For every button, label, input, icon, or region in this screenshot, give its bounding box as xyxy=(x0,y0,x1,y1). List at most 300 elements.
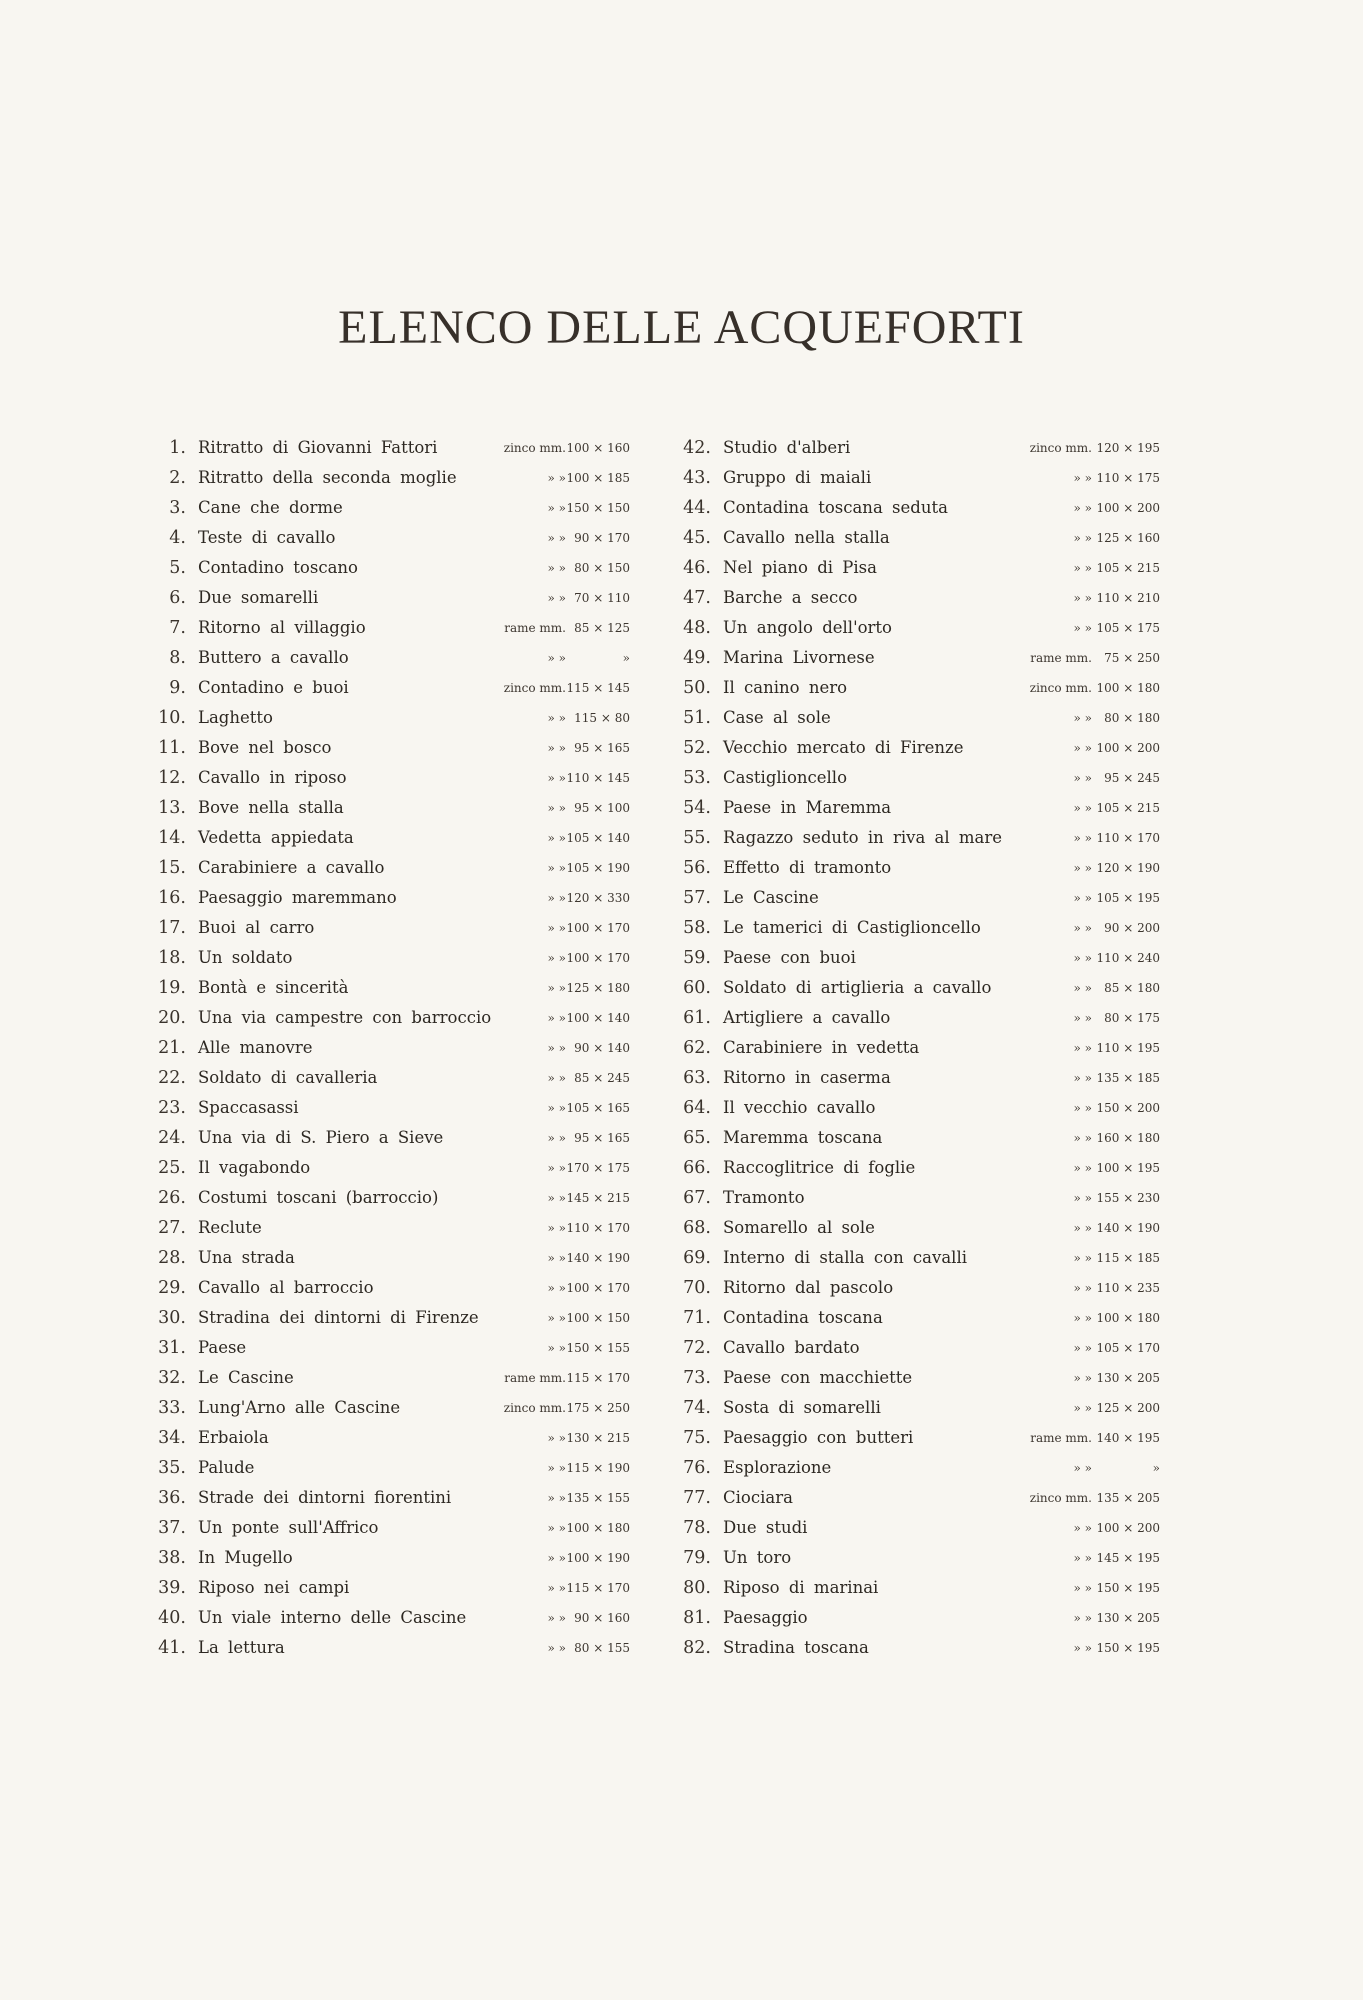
entry-title: Raccoglitrice di foglie xyxy=(723,1158,916,1177)
entry-title: Due somarelli xyxy=(198,588,319,607)
entry-number: 53. xyxy=(683,768,711,788)
entry-title: Paese in Maremma xyxy=(723,798,892,817)
entry-title: Stradina dei dintorni di Firenze xyxy=(198,1308,479,1327)
entry-title: Teste di cavallo xyxy=(198,528,336,547)
entry-number: 60. xyxy=(683,978,711,998)
entry-size: 115 × 170 xyxy=(566,1371,630,1385)
entry-number: 71. xyxy=(683,1308,711,1328)
entry-title: Sosta di somarelli xyxy=(723,1398,881,1417)
entry-size: 110 × 170 xyxy=(1096,831,1160,845)
entry-title: Una via di S. Piero a Sieve xyxy=(198,1128,444,1147)
entry-material: » » xyxy=(547,1191,566,1205)
list-item xyxy=(675,553,1160,583)
entry-number: 66. xyxy=(683,1158,711,1178)
entry-material: » » xyxy=(547,1551,566,1565)
list-item xyxy=(150,1603,630,1633)
entry-title: Cavallo in riposo xyxy=(198,768,347,787)
list-item xyxy=(150,493,630,523)
list-item xyxy=(675,883,1160,913)
entry-title: Spaccasassi xyxy=(198,1098,299,1117)
list-item xyxy=(150,1333,630,1363)
entry-material: » » xyxy=(547,861,566,875)
entry-material: » » xyxy=(1073,1521,1092,1535)
entry-material: » » xyxy=(1073,1311,1092,1325)
list-item xyxy=(675,763,1160,793)
entry-number: 24. xyxy=(158,1128,186,1148)
list-item xyxy=(150,463,630,493)
entry-material: » » xyxy=(1073,1191,1092,1205)
entry-title: Buttero a cavallo xyxy=(198,648,349,667)
entry-title: Un angolo dell'orto xyxy=(723,618,892,637)
entry-title: Esplorazione xyxy=(723,1458,832,1477)
list-item xyxy=(150,853,630,883)
entry-size: 70 × 110 xyxy=(574,591,630,605)
entry-material: rame mm. xyxy=(1030,651,1092,665)
entry-number: 51. xyxy=(683,708,711,728)
entry-number: 14. xyxy=(158,828,186,848)
entry-material: » » xyxy=(1073,1251,1092,1265)
entry-title: Lung'Arno alle Cascine xyxy=(198,1398,401,1417)
entry-material: » » xyxy=(547,471,566,485)
entry-title: Un viale interno delle Cascine xyxy=(198,1608,467,1627)
entry-material: » » xyxy=(547,501,566,515)
entry-material: » » xyxy=(547,1071,566,1085)
entry-material: » » xyxy=(1073,1161,1092,1175)
entry-material: » » xyxy=(547,1011,566,1025)
list-item xyxy=(675,583,1160,613)
entry-number: 34. xyxy=(158,1428,186,1448)
entry-size: 105 × 165 xyxy=(566,1101,630,1115)
list-item xyxy=(150,433,630,463)
entry-size: 130 × 215 xyxy=(566,1431,630,1445)
entry-number: 13. xyxy=(158,798,186,818)
list-item xyxy=(675,1213,1160,1243)
entry-number: 9. xyxy=(169,678,186,698)
entry-material: » » xyxy=(547,771,566,785)
list-item xyxy=(150,1543,630,1573)
list-item xyxy=(675,1273,1160,1303)
entry-title: Il canino nero xyxy=(723,678,848,697)
entry-size: 100 × 195 xyxy=(1096,1161,1160,1175)
entry-size: 95 × 165 xyxy=(574,741,630,755)
entry-title: Gruppo di maiali xyxy=(723,468,872,487)
entry-number: 15. xyxy=(158,858,186,878)
entry-material: » » xyxy=(1073,501,1092,515)
entry-title: Bontà e sincerità xyxy=(198,978,349,997)
list-item xyxy=(675,493,1160,523)
entry-material: » » xyxy=(1073,741,1092,755)
entry-material: zinco mm. xyxy=(1029,681,1092,695)
entry-title: Strade dei dintorni fiorentini xyxy=(198,1488,452,1507)
entry-material: » » xyxy=(547,951,566,965)
entry-size: 150 × 195 xyxy=(1096,1581,1160,1595)
entry-number: 39. xyxy=(158,1578,186,1598)
entry-title: Riposo nei campi xyxy=(198,1578,350,1597)
list-item xyxy=(150,1213,630,1243)
entry-material: » » xyxy=(1073,1101,1092,1115)
entry-material: » » xyxy=(547,1341,566,1355)
entry-size: 120 × 190 xyxy=(1096,861,1160,875)
list-item xyxy=(150,1243,630,1273)
entry-title: Artigliere a cavallo xyxy=(723,1008,891,1027)
entry-size: 80 × 180 xyxy=(1104,711,1160,725)
entry-size: 100 × 160 xyxy=(566,441,630,455)
entry-number: 52. xyxy=(683,738,711,758)
entry-size: 110 × 175 xyxy=(1096,471,1160,485)
entry-number: 79. xyxy=(683,1548,711,1568)
list-item xyxy=(675,793,1160,823)
entry-title: Castiglioncello xyxy=(723,768,848,787)
entry-number: 76. xyxy=(683,1458,711,1478)
entry-size: 150 × 195 xyxy=(1096,1641,1160,1655)
entry-size: 100 × 185 xyxy=(566,471,630,485)
list-item xyxy=(675,613,1160,643)
entry-number: 25. xyxy=(158,1158,186,1178)
entry-size: » xyxy=(622,651,630,665)
entry-number: 1. xyxy=(169,438,186,458)
entry-size: 115 × 185 xyxy=(1096,1251,1160,1265)
entry-number: 22. xyxy=(158,1068,186,1088)
entry-material: » » xyxy=(1073,1581,1092,1595)
entry-title: Ritratto di Giovanni Fattori xyxy=(198,438,438,457)
entry-number: 55. xyxy=(683,828,711,848)
list-item xyxy=(150,583,630,613)
entry-number: 72. xyxy=(683,1338,711,1358)
entry-number: 77. xyxy=(683,1488,711,1508)
entry-title: Reclute xyxy=(198,1218,262,1237)
entry-number: 10. xyxy=(158,708,186,728)
entry-number: 41. xyxy=(158,1638,186,1658)
entry-material: zinco mm. xyxy=(503,681,566,695)
list-item xyxy=(150,1273,630,1303)
entry-size: 150 × 150 xyxy=(566,501,630,515)
entry-size: 95 × 165 xyxy=(574,1131,630,1145)
entry-number: 81. xyxy=(683,1608,711,1628)
entry-material: » » xyxy=(1073,531,1092,545)
entry-title: In Mugello xyxy=(198,1548,293,1567)
entry-material: » » xyxy=(1073,1131,1092,1145)
entry-title: Il vecchio cavallo xyxy=(723,1098,876,1117)
entry-material: rame mm. xyxy=(504,621,566,635)
entry-size: 140 × 190 xyxy=(566,1251,630,1265)
entry-material: » » xyxy=(1073,1461,1092,1475)
entry-number: 64. xyxy=(683,1098,711,1118)
entry-material: » » xyxy=(547,1521,566,1535)
entry-number: 18. xyxy=(158,948,186,968)
entry-size: 90 × 160 xyxy=(574,1611,630,1625)
list-item xyxy=(150,1033,630,1063)
entry-size: 95 × 245 xyxy=(1104,771,1160,785)
entry-size: 120 × 330 xyxy=(566,891,630,905)
entry-material: » » xyxy=(547,1311,566,1325)
list-item xyxy=(675,1003,1160,1033)
entry-number: 37. xyxy=(158,1518,186,1538)
entry-material: » » xyxy=(547,1641,566,1655)
list-item xyxy=(675,703,1160,733)
entry-material: » » xyxy=(547,981,566,995)
entry-material: » » xyxy=(1073,621,1092,635)
entry-size: 150 × 155 xyxy=(566,1341,630,1355)
entry-title: Contadino e buoi xyxy=(198,678,349,697)
entry-size: 115 × 170 xyxy=(566,1581,630,1595)
entry-size: 85 × 245 xyxy=(574,1071,630,1085)
entry-size: 145 × 215 xyxy=(566,1191,630,1205)
entry-size: 160 × 180 xyxy=(1096,1131,1160,1145)
entry-material: » » xyxy=(1073,831,1092,845)
entry-title: Palude xyxy=(198,1458,255,1477)
entry-number: 3. xyxy=(169,498,186,518)
entry-title: Erbaiola xyxy=(198,1428,269,1447)
entry-number: 75. xyxy=(683,1428,711,1448)
list-item xyxy=(150,703,630,733)
entry-number: 23. xyxy=(158,1098,186,1118)
entry-material: » » xyxy=(547,711,566,725)
list-item xyxy=(675,1603,1160,1633)
entry-material: » » xyxy=(547,1131,566,1145)
entry-number: 12. xyxy=(158,768,186,788)
entry-size: 100 × 180 xyxy=(566,1521,630,1535)
entry-number: 29. xyxy=(158,1278,186,1298)
entry-material: » » xyxy=(547,651,566,665)
list-item xyxy=(675,433,1160,463)
entry-number: 43. xyxy=(683,468,711,488)
entry-number: 63. xyxy=(683,1068,711,1088)
list-item xyxy=(675,1573,1160,1603)
entry-number: 38. xyxy=(158,1548,186,1568)
entry-title: Le Cascine xyxy=(723,888,819,907)
entry-size: 135 × 205 xyxy=(1096,1491,1160,1505)
entry-title: Alle manovre xyxy=(198,1038,313,1057)
entry-title: Paese xyxy=(198,1338,247,1357)
entry-number: 32. xyxy=(158,1368,186,1388)
entry-size: 125 × 160 xyxy=(1096,531,1160,545)
entry-material: » » xyxy=(1073,561,1092,575)
entry-size: » xyxy=(1152,1461,1160,1475)
entry-material: » » xyxy=(547,1611,566,1625)
list-item xyxy=(150,1363,630,1393)
entry-title: Una strada xyxy=(198,1248,295,1267)
entry-number: 67. xyxy=(683,1188,711,1208)
entry-material: » » xyxy=(1073,1041,1092,1055)
entry-size: 120 × 195 xyxy=(1096,441,1160,455)
entry-material: » » xyxy=(547,1041,566,1055)
entry-number: 7. xyxy=(169,618,186,638)
entry-number: 49. xyxy=(683,648,711,668)
entry-title: Buoi al carro xyxy=(198,918,315,937)
entry-number: 47. xyxy=(683,588,711,608)
entry-number: 30. xyxy=(158,1308,186,1328)
entry-size: 130 × 205 xyxy=(1096,1371,1160,1385)
entry-size: 100 × 200 xyxy=(1096,1521,1160,1535)
list-item xyxy=(150,763,630,793)
list-item xyxy=(150,1063,630,1093)
entry-number: 78. xyxy=(683,1518,711,1538)
entry-size: 110 × 240 xyxy=(1096,951,1160,965)
entry-number: 58. xyxy=(683,918,711,938)
entry-material: » » xyxy=(1073,771,1092,785)
entry-title: Paese con macchiette xyxy=(723,1368,913,1387)
list-item xyxy=(675,1183,1160,1213)
list-item xyxy=(150,1633,630,1663)
entry-size: 150 × 200 xyxy=(1096,1101,1160,1115)
entry-title: Paesaggio con butteri xyxy=(723,1428,914,1447)
entry-number: 28. xyxy=(158,1248,186,1268)
entry-material: » » xyxy=(547,531,566,545)
list-item xyxy=(675,973,1160,1003)
entry-size: 100 × 180 xyxy=(1096,681,1160,695)
entry-number: 19. xyxy=(158,978,186,998)
list-item xyxy=(675,1303,1160,1333)
list-item xyxy=(675,643,1160,673)
entry-size: 105 × 175 xyxy=(1096,621,1160,635)
entry-size: 90 × 140 xyxy=(574,1041,630,1055)
entry-title: Carabiniere in vedetta xyxy=(723,1038,920,1057)
list-item xyxy=(675,1423,1160,1453)
entry-title: Stradina toscana xyxy=(723,1638,869,1657)
entry-material: » » xyxy=(547,1461,566,1475)
entry-number: 44. xyxy=(683,498,711,518)
list-item xyxy=(150,1123,630,1153)
entry-size: 100 × 200 xyxy=(1096,741,1160,755)
entry-size: 125 × 200 xyxy=(1096,1401,1160,1415)
entry-title: Un toro xyxy=(723,1548,792,1567)
entry-number: 27. xyxy=(158,1218,186,1238)
entry-material: » » xyxy=(1073,861,1092,875)
list-item xyxy=(150,1003,630,1033)
list-item xyxy=(675,673,1160,703)
entry-title: Vedetta appiedata xyxy=(198,828,354,847)
entry-number: 54. xyxy=(683,798,711,818)
entry-title: Marina Livornese xyxy=(723,648,875,667)
entry-material: » » xyxy=(547,1491,566,1505)
entry-number: 36. xyxy=(158,1488,186,1508)
list-item xyxy=(150,1153,630,1183)
entry-number: 62. xyxy=(683,1038,711,1058)
list-item xyxy=(675,913,1160,943)
entry-number: 16. xyxy=(158,888,186,908)
entry-material: » » xyxy=(547,891,566,905)
entry-material: » » xyxy=(547,801,566,815)
page-title: ELENCO DELLE ACQUEFORTI xyxy=(338,301,1025,354)
etchings-list-right-column xyxy=(675,433,1160,1663)
entry-title: Soldato di cavalleria xyxy=(198,1068,378,1087)
list-item xyxy=(675,463,1160,493)
list-item xyxy=(150,733,630,763)
entry-number: 21. xyxy=(158,1038,186,1058)
entry-material: » » xyxy=(1073,1611,1092,1625)
entry-material: » » xyxy=(547,1281,566,1295)
entry-size: 170 × 175 xyxy=(566,1161,630,1175)
entry-material: » » xyxy=(1073,1341,1092,1355)
entry-size: 110 × 235 xyxy=(1096,1281,1160,1295)
entry-title: Cavallo nella stalla xyxy=(723,528,890,547)
entry-number: 6. xyxy=(169,588,186,608)
entry-size: 100 × 190 xyxy=(566,1551,630,1565)
entry-title: Le tamerici di Castiglioncello xyxy=(723,918,981,937)
entry-material: zinco mm. xyxy=(503,1401,566,1415)
list-item xyxy=(150,673,630,703)
entry-size: 75 × 250 xyxy=(1104,651,1160,665)
list-item xyxy=(150,1483,630,1513)
entry-number: 69. xyxy=(683,1248,711,1268)
entry-size: 130 × 205 xyxy=(1096,1611,1160,1625)
entry-material: zinco mm. xyxy=(1029,441,1092,455)
entry-material: » » xyxy=(547,1101,566,1115)
entry-material: » » xyxy=(547,561,566,575)
entry-size: 125 × 180 xyxy=(566,981,630,995)
entry-title: Due studi xyxy=(723,1518,808,1537)
entry-material: zinco mm. xyxy=(503,441,566,455)
entry-size: 105 × 170 xyxy=(1096,1341,1160,1355)
list-item xyxy=(675,1033,1160,1063)
entry-number: 45. xyxy=(683,528,711,548)
entry-material: rame mm. xyxy=(1030,1431,1092,1445)
entry-size: 115 × 190 xyxy=(566,1461,630,1475)
entry-title: Bove nella stalla xyxy=(198,798,344,817)
entry-number: 35. xyxy=(158,1458,186,1478)
entry-number: 61. xyxy=(683,1008,711,1028)
entry-size: 135 × 185 xyxy=(1096,1071,1160,1085)
entry-size: 140 × 195 xyxy=(1096,1431,1160,1445)
list-item xyxy=(150,613,630,643)
list-item xyxy=(150,1093,630,1123)
entry-number: 5. xyxy=(169,558,186,578)
entry-size: 105 × 195 xyxy=(1096,891,1160,905)
entry-number: 46. xyxy=(683,558,711,578)
entry-size: 115 × 80 xyxy=(574,711,630,725)
entry-title: Ragazzo seduto in riva al mare xyxy=(723,828,1003,847)
entry-material: » » xyxy=(1073,1551,1092,1565)
entry-number: 42. xyxy=(683,438,711,458)
entry-material: » » xyxy=(547,1251,566,1265)
entry-size: 100 × 150 xyxy=(566,1311,630,1325)
entry-number: 33. xyxy=(158,1398,186,1418)
list-item xyxy=(675,1153,1160,1183)
list-item xyxy=(150,883,630,913)
entry-title: Ritratto della seconda moglie xyxy=(198,468,457,487)
list-item xyxy=(675,1543,1160,1573)
entry-material: » » xyxy=(1073,1281,1092,1295)
entry-size: 100 × 170 xyxy=(566,921,630,935)
entry-title: Bove nel bosco xyxy=(198,738,332,757)
entry-material: » » xyxy=(1073,591,1092,605)
list-item xyxy=(150,1513,630,1543)
entry-number: 31. xyxy=(158,1338,186,1358)
entry-title: Case al sole xyxy=(723,708,831,727)
entry-size: 85 × 125 xyxy=(574,621,630,635)
entry-material: zinco mm. xyxy=(1029,1491,1092,1505)
entry-title: Un ponte sull'Affrico xyxy=(198,1518,379,1537)
entry-title: Laghetto xyxy=(198,708,273,727)
entry-material: » » xyxy=(547,741,566,755)
entry-title: Ritorno in caserma xyxy=(723,1068,891,1087)
entry-number: 56. xyxy=(683,858,711,878)
entry-title: Contadina toscana seduta xyxy=(723,498,948,517)
entry-size: 80 × 150 xyxy=(574,561,630,575)
entry-number: 8. xyxy=(169,648,186,668)
entry-title: Maremma toscana xyxy=(723,1128,883,1147)
entry-title: Cavallo bardato xyxy=(723,1338,860,1357)
list-item xyxy=(675,1393,1160,1423)
entry-title: Vecchio mercato di Firenze xyxy=(723,738,964,757)
entry-title: Effetto di tramonto xyxy=(723,858,892,877)
entry-title: Carabiniere a cavallo xyxy=(198,858,385,877)
entry-material: rame mm. xyxy=(504,1371,566,1385)
entry-number: 11. xyxy=(158,738,186,758)
entry-size: 100 × 180 xyxy=(1096,1311,1160,1325)
entry-material: » » xyxy=(547,1221,566,1235)
entry-number: 82. xyxy=(683,1638,711,1658)
